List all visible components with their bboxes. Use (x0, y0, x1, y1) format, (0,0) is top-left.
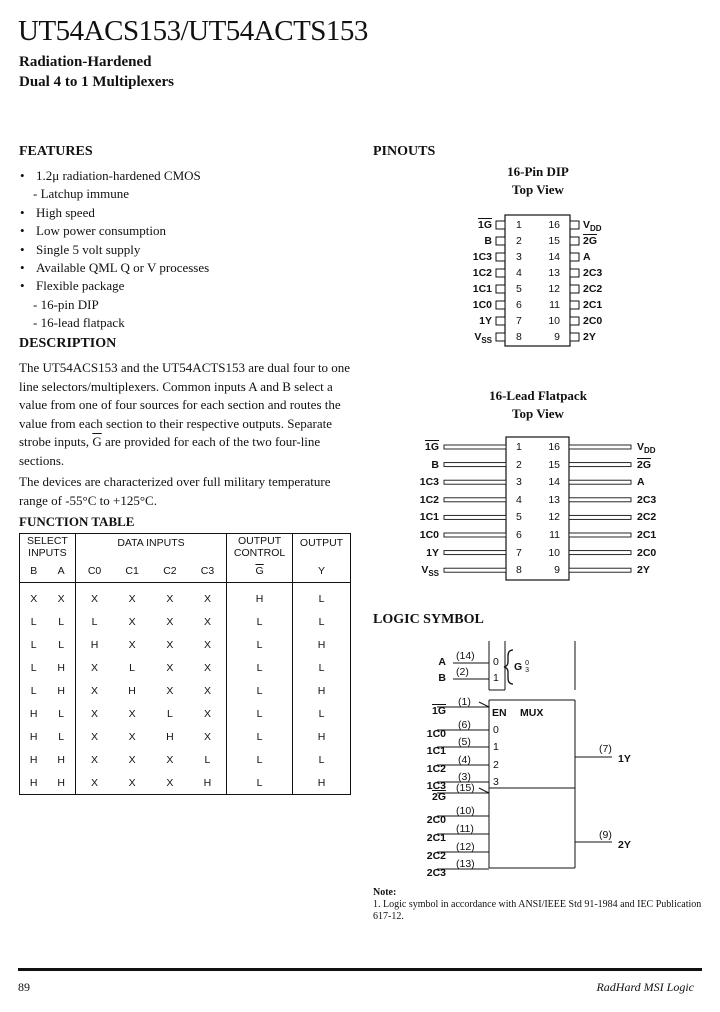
flatpack-pin-label: 2C3 (637, 493, 657, 506)
flatpack-pin-number: 1 (516, 441, 522, 453)
section1-input-index: 1 (493, 741, 499, 753)
table-cell: H (293, 725, 351, 748)
table-cell: H (29, 707, 38, 720)
flatpack-pin-number: 13 (548, 493, 560, 506)
table-cell: L (293, 583, 351, 611)
section2-input-pin: (15) (456, 782, 475, 794)
table-cell: X (166, 638, 174, 651)
table-cell: L (227, 610, 293, 633)
section2-input-pin: (11) (456, 823, 474, 835)
flatpack-pin-number: 7 (516, 546, 522, 559)
table-cell: L (58, 730, 65, 743)
flatpack-lead-left (444, 498, 506, 502)
table-cell: L (30, 638, 37, 651)
feature-item: • Low power consumption (20, 222, 350, 240)
table-cell: X (203, 592, 211, 605)
feature-item: • 1.2μ radiation-hardened CMOS (20, 167, 350, 185)
footer-section: RadHard MSI Logic (596, 980, 694, 994)
section2-input-pin: (10) (456, 805, 475, 817)
table-cell: H (75, 633, 113, 656)
table-cell: H (293, 679, 351, 702)
table-cell: L (166, 707, 173, 720)
function-table (19, 533, 351, 795)
description-paragraph-2: The devices are characterized over full military temperature range of -55°C to +125°C. (19, 474, 331, 508)
table-cell: L (129, 661, 136, 674)
dip-pin-right (570, 301, 579, 309)
col-a: A (47, 560, 75, 583)
table-cell: X (75, 748, 113, 771)
table-cell: L (227, 679, 293, 702)
g-selector-label: G 0 3 (514, 660, 529, 674)
section1-input-label: 1C0 (426, 728, 446, 740)
table-row (20, 748, 351, 771)
dip-pin-label: 1Y (479, 315, 492, 327)
feature-item: • Flexible package (20, 277, 350, 295)
section1-input-label: 1G (431, 705, 446, 717)
section1-input-pin: (1) (458, 696, 471, 708)
dip-pin-number: 9 (554, 331, 560, 343)
flatpack-lead-left (444, 551, 506, 555)
dip-pin-right (570, 285, 579, 293)
table-cell: H (293, 771, 351, 795)
table-row (20, 679, 351, 702)
flatpack-pin-label: $V_{SS}$ (421, 564, 439, 579)
table-cell: L (58, 707, 65, 720)
strobe-g-symbol: $\overline{G}$ (92, 434, 102, 449)
table-cell: H (29, 753, 38, 766)
dip-pin-number: 14 (548, 251, 560, 263)
dip-pin-number: 7 (516, 315, 522, 327)
table-row (20, 610, 351, 633)
table-cell: X (166, 592, 174, 605)
table-row (20, 656, 351, 679)
flatpack-pin-label: 1C1 (419, 511, 439, 524)
table-cell: L (293, 748, 351, 771)
dip-pin-number: 3 (516, 251, 522, 263)
flatpack-lead-right (569, 551, 631, 555)
table-cell: L (58, 638, 65, 651)
flatpack-pin-number: 11 (549, 529, 560, 541)
dip-pin-number: 8 (516, 331, 522, 343)
table-cell: L (30, 615, 37, 628)
group-output-control: OUTPUT CONTROL (227, 534, 293, 561)
dip-body (505, 215, 570, 346)
dip-pin-label: 2C0 (583, 315, 603, 327)
group-output: OUTPUT (293, 534, 351, 561)
flatpack-pin-label: 2G (637, 458, 652, 471)
table-cell: L (30, 661, 37, 674)
dip-pin-left (496, 253, 505, 261)
flatpack-lead-right (569, 533, 631, 537)
output-1y-label: 1Y (618, 753, 631, 765)
flatpack-lead-left (444, 568, 506, 572)
dip-pin-right (570, 317, 579, 325)
features-list (20, 167, 350, 333)
col-b: B (20, 560, 48, 583)
col-c3: C3 (189, 560, 227, 583)
dip-pin-number: 1 (516, 219, 522, 231)
flatpack-lead-right (569, 445, 631, 449)
dip-pin-label: 2C2 (583, 283, 603, 295)
table-cell: L (293, 656, 351, 679)
dip-pin-left (496, 301, 505, 309)
mux-title: MUX (520, 707, 544, 719)
flatpack-lead-right (569, 480, 631, 484)
section2-input-label: 2C3 (426, 867, 446, 879)
dip-subtitle: Top View (512, 182, 564, 197)
section1-input-index: 2 (493, 759, 499, 771)
table-row (20, 583, 351, 611)
dip-pin-right (570, 269, 579, 277)
col-y: Y (293, 560, 351, 583)
table-cell: H (293, 633, 351, 656)
table-cell: X (203, 661, 211, 674)
dip-pin-left (496, 333, 505, 341)
table-row (20, 702, 351, 725)
feature-subitem: - 16-lead flatpack (20, 314, 350, 332)
table-cell: X (203, 615, 211, 628)
dip-pin-label: A (583, 251, 591, 263)
table-cell: H (29, 730, 38, 743)
flatpack-lead-left (444, 480, 506, 484)
group-data-inputs: DATA INPUTS (75, 534, 226, 561)
dip-title: 16-Pin DIP (507, 164, 569, 179)
dip-pin-number: 4 (516, 267, 522, 279)
flatpack-lead-left (444, 463, 506, 467)
output-2y-label: 2Y (618, 839, 631, 851)
description-paragraph-1 (19, 359, 359, 470)
table-cell: L (58, 615, 65, 628)
table-cell: X (75, 771, 113, 795)
pinouts-heading: PINOUTS (373, 144, 436, 159)
dip-pin-label: 2C1 (583, 299, 603, 311)
dip-pin-left (496, 269, 505, 277)
dip-pin-number: 12 (548, 283, 560, 295)
table-row (20, 771, 351, 795)
table-cell: L (227, 725, 293, 748)
table-row (20, 633, 351, 656)
table-cell: X (75, 583, 113, 611)
flatpack-pin-number: 5 (516, 511, 522, 524)
page-number: 89 (18, 980, 30, 994)
flatpack-pin-number: 12 (548, 511, 560, 524)
description-heading: DESCRIPTION (19, 336, 117, 351)
feature-subitem: - Latchup immune (20, 185, 350, 203)
output-2y-pin: (9) (599, 829, 612, 841)
flatpack-pin-label: B (431, 458, 439, 471)
feature-item: • High speed (20, 204, 350, 222)
table-cell: L (227, 656, 293, 679)
flatpack-subtitle: Top View (512, 406, 564, 421)
table-cell: X (128, 615, 136, 628)
table-cell: X (166, 661, 174, 674)
flatpack-pin-number: 3 (516, 476, 522, 489)
description-text: The UT54ACS153 and the UT54ACTS153 are dual four to one line selectors/multiplexers. Common inputs A and B select a value from one of four sources for each section and routes the value from each section to their respective outputs. Separate strobe inputs, (19, 360, 351, 449)
table-cell: X (128, 707, 136, 720)
table-cell: H (57, 753, 65, 766)
dip-pin-number: 6 (516, 299, 522, 311)
flatpack-pin-label: 2Y (637, 564, 650, 577)
note (373, 887, 703, 923)
table-cell: L (30, 684, 37, 697)
table-cell: X (128, 753, 136, 766)
flatpack-lead-left (444, 515, 506, 519)
table-cell: L (293, 610, 351, 633)
subtitle-radiation: Radiation-Hardened (19, 54, 152, 70)
note-text: 1. Logic symbol in accordance with ANSI/IEEE Std 91-1984 and IEC Publication 617-12. (373, 899, 702, 922)
table-cell: H (57, 776, 65, 789)
table-cell: H (128, 684, 136, 697)
table-cell: X (203, 707, 211, 720)
flatpack-pin-number: 10 (548, 546, 560, 559)
table-cell: X (203, 638, 211, 651)
table-cell: X (203, 730, 211, 743)
select-input-index: 1 (493, 672, 499, 684)
dip-pin-label: 2Y (583, 331, 596, 343)
flatpack-lead-right (569, 568, 631, 572)
section1-input-pin: (4) (458, 754, 471, 766)
dip-pin-right (570, 253, 579, 261)
table-cell: X (128, 776, 136, 789)
dip-pin-right (570, 237, 579, 245)
dip-pin-number: 11 (549, 299, 560, 311)
select-input-pin: (2) (456, 666, 469, 678)
flatpack-pin-number: 6 (516, 529, 522, 541)
select-input-label: A (438, 656, 446, 668)
dip-pin-right (570, 333, 579, 341)
flatpack-lead-right (569, 498, 631, 502)
dip-pin-number: 10 (548, 315, 560, 327)
col-c1: C1 (113, 560, 151, 583)
flatpack-pin-label: $V_{DD}$ (637, 441, 656, 456)
section2-input-pin: (13) (456, 858, 475, 870)
table-cell: X (128, 730, 136, 743)
col-c0: C0 (75, 560, 113, 583)
table-cell: X (75, 656, 113, 679)
table-cell: X (166, 753, 174, 766)
select-brace (504, 650, 513, 684)
table-cell: H (29, 776, 38, 789)
dip-pin-number: 5 (516, 283, 522, 295)
table-cell: L (293, 702, 351, 725)
dip-pin-label: 2G (583, 235, 598, 247)
flatpack-pin-label: 1C3 (419, 476, 439, 489)
flatpack-pin-label: 2C1 (637, 529, 657, 541)
table-cell: H (57, 661, 65, 674)
feature-item: • Single 5 volt supply (20, 241, 350, 259)
flatpack-pin-number: 8 (516, 564, 522, 577)
dip-pin-label: 1C1 (472, 283, 492, 295)
output-1y-pin: (7) (599, 743, 612, 755)
page-title: UT54ACS153/UT54ACTS153 (18, 15, 368, 47)
dip-pin-label: 1C3 (472, 251, 492, 263)
active-low-indicator (479, 702, 489, 707)
description-text-end: are provided for each of the two four-line sections. (19, 434, 321, 468)
section1-input-index: 3 (493, 776, 499, 788)
dip-pin-label: 1C0 (472, 299, 492, 311)
table-cell: X (75, 679, 113, 702)
table-row (20, 725, 351, 748)
function-table-heading: FUNCTION TABLE (19, 514, 135, 529)
section2-input-label: 2C0 (426, 814, 446, 826)
dip-pin-left (496, 221, 505, 229)
table-cell: L (227, 748, 293, 771)
col-c2: C2 (151, 560, 189, 583)
flatpack-pin-number: 2 (516, 458, 522, 471)
table-cell: H (227, 583, 293, 611)
dip-pin-number: 15 (548, 235, 560, 247)
dip-pin-number: 2 (516, 235, 522, 247)
dip-pin-left (496, 317, 505, 325)
select-input-index: 0 (493, 656, 499, 668)
select-input-label: B (438, 672, 446, 684)
flatpack-pin-number: 4 (516, 493, 522, 506)
flatpack-pin-label: 1C0 (419, 529, 439, 541)
table-cell: L (75, 610, 113, 633)
flatpack-lead-right (569, 515, 631, 519)
footer-rule (18, 968, 702, 971)
section2-input-label: 2G (431, 791, 446, 803)
table-cell: X (166, 615, 174, 628)
table-cell: X (166, 684, 174, 697)
section1-input-index: 0 (493, 724, 499, 736)
section1-input-pin: (5) (458, 736, 471, 748)
table-cell: X (166, 776, 174, 789)
table-cell: X (30, 592, 38, 605)
col-g: $\overline{G}$ (227, 560, 293, 583)
flatpack-lead-left (444, 533, 506, 537)
flatpack-pin-number: 14 (548, 476, 560, 489)
flatpack-lead-right (569, 463, 631, 467)
features-heading: FEATURES (19, 144, 93, 159)
group-select-inputs: SELECT INPUTS (27, 535, 68, 559)
logic-symbol-heading: LOGIC SYMBOL (373, 612, 484, 627)
flatpack-pin-label: 1Y (426, 546, 439, 559)
dip-pin-label: 2C3 (583, 267, 603, 279)
flatpack-pin-number: 16 (548, 441, 560, 453)
flatpack-pin-number: 9 (554, 564, 560, 577)
dip-pin-right (570, 221, 579, 229)
table-cell: L (227, 633, 293, 656)
section1-input-label: 1C2 (426, 763, 446, 775)
dip-pin-label: $V_{SS}$ (474, 331, 492, 346)
section1-input-label: 1C3 (426, 780, 446, 792)
dip-pin-left (496, 237, 505, 245)
table-cell: H (57, 684, 65, 697)
select-input-pin: (14) (456, 650, 475, 662)
flatpack-pin-number: 15 (548, 458, 560, 471)
description-body (19, 359, 359, 513)
flatpack-title: 16-Lead Flatpack (489, 388, 587, 403)
flatpack-pin-label: A (637, 476, 645, 489)
table-cell: X (128, 592, 136, 605)
feature-subitem: - 16-pin DIP (20, 296, 350, 314)
section1-input-pin: (3) (458, 771, 471, 783)
table-cell: X (203, 684, 211, 697)
flatpack-pin-label: 2C0 (637, 546, 657, 559)
dip-pin-left (496, 285, 505, 293)
section2-input-label: 2C2 (426, 850, 446, 862)
section1-input-label: 1C1 (426, 745, 446, 757)
dip-pin-label: 1G (477, 219, 492, 231)
dip-pin-number: 13 (548, 267, 560, 279)
mux-en-label: EN (492, 707, 507, 719)
dip-pin-label: $V_{DD}$ (583, 219, 602, 234)
subtitle-device: Dual 4 to 1 Multiplexers (19, 74, 174, 90)
table-cell: X (75, 702, 113, 725)
flatpack-pin-label: 1C2 (419, 493, 439, 506)
flatpack-lead-left (444, 445, 506, 449)
active-low-indicator (479, 788, 489, 793)
table-cell: X (57, 592, 65, 605)
dip-pin-number: 16 (548, 219, 560, 231)
section2-input-pin: (12) (456, 841, 475, 853)
feature-item: • Available QML Q or V processes (20, 259, 350, 277)
section1-input-pin: (6) (458, 719, 471, 731)
flatpack-pin-label: 2C2 (637, 511, 657, 524)
table-cell: H (203, 776, 212, 789)
table-cell: L (227, 771, 293, 795)
table-cell: L (204, 753, 211, 766)
table-cell: H (166, 730, 174, 743)
table-cell: X (128, 638, 136, 651)
table-cell: L (227, 702, 293, 725)
note-title: Note: (373, 887, 397, 898)
section2-input-label: 2C1 (426, 832, 446, 844)
table-cell: X (75, 725, 113, 748)
flatpack-pin-label: 1G (424, 441, 439, 453)
dip-pin-label: B (484, 235, 492, 247)
dip-pin-label: 1C2 (472, 267, 492, 279)
